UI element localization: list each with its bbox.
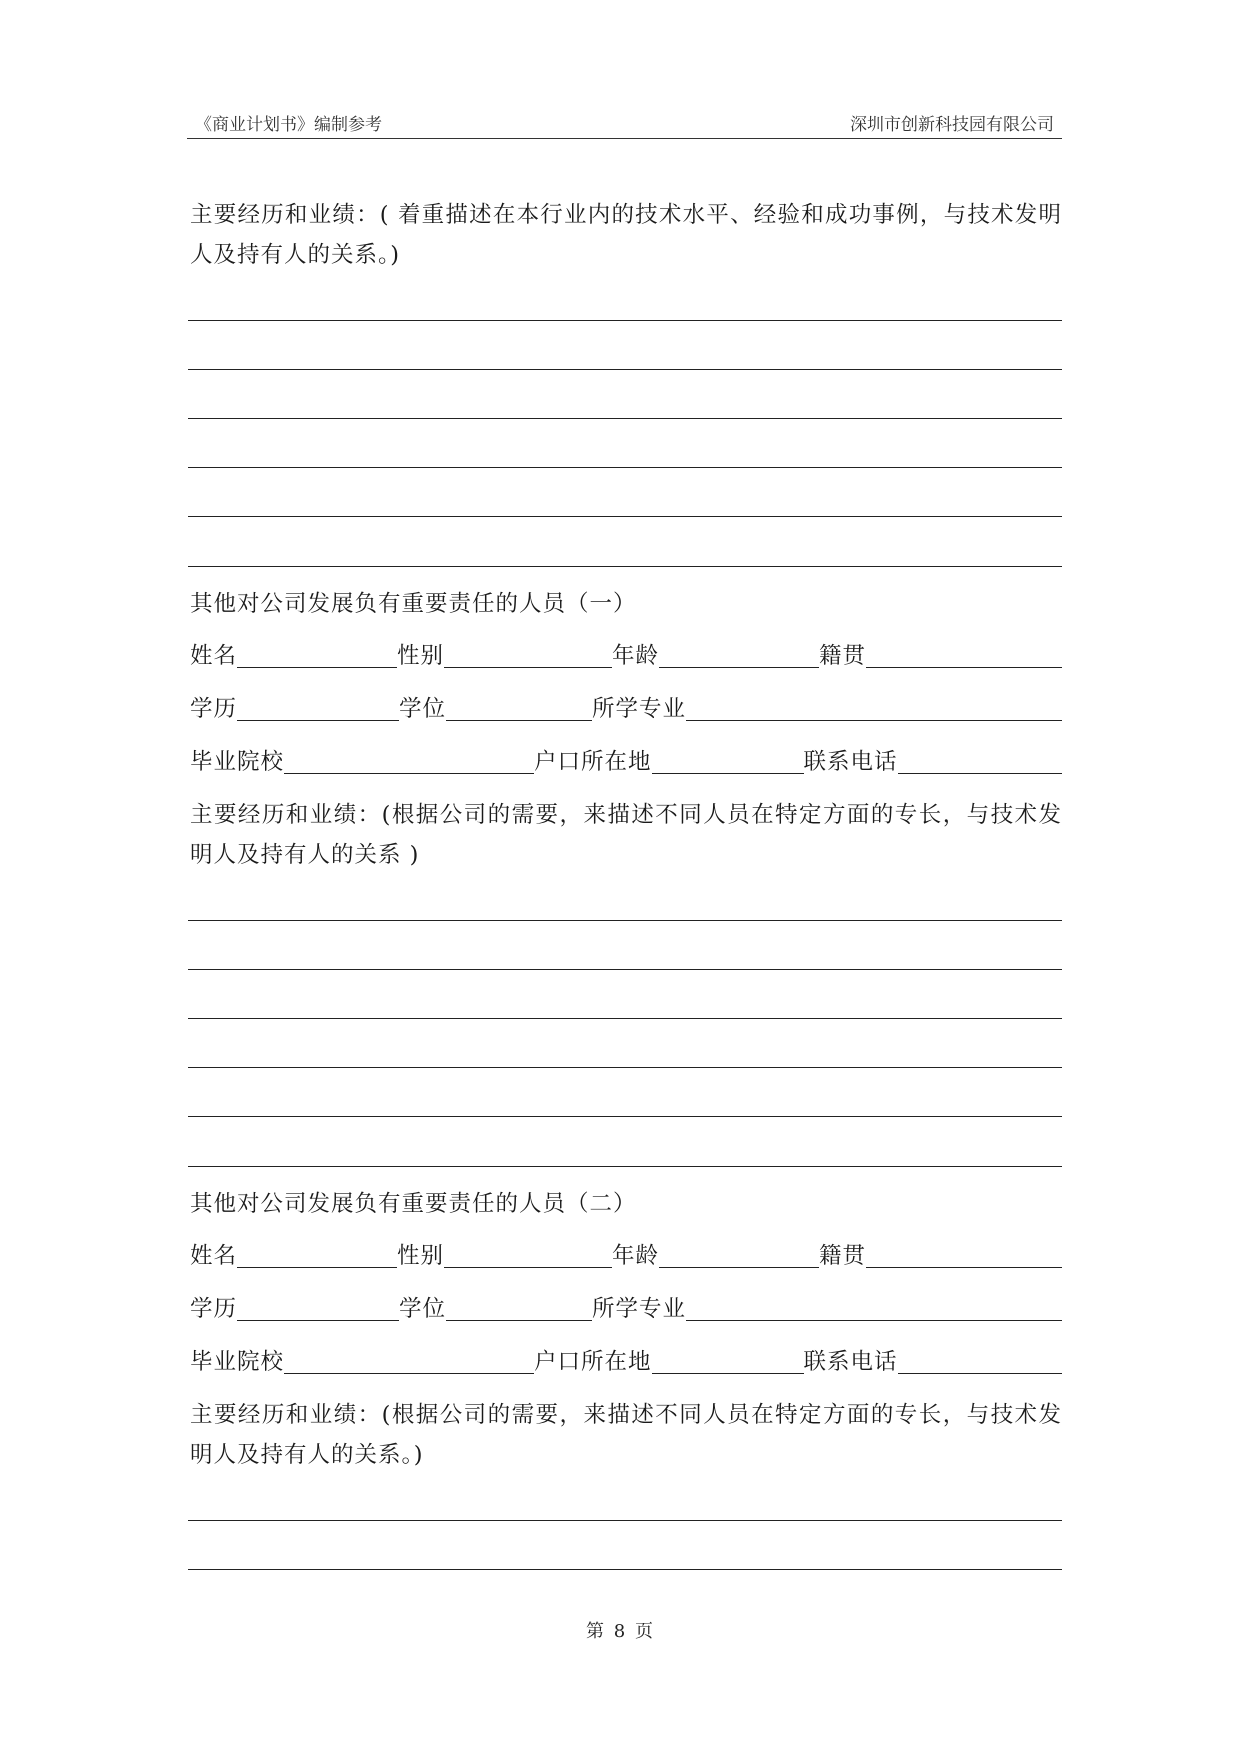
major-field[interactable] — [686, 692, 1062, 721]
answer-line[interactable] — [188, 920, 1062, 921]
phone-field[interactable] — [898, 1345, 1062, 1374]
label-education: 学历 — [190, 696, 238, 722]
answer-line[interactable] — [188, 516, 1062, 517]
form-row-contact — [190, 1345, 1062, 1377]
answer-line[interactable] — [188, 969, 1062, 970]
gender-field[interactable] — [444, 1239, 612, 1268]
answer-line[interactable] — [188, 369, 1062, 370]
age-field[interactable] — [659, 639, 819, 668]
label-major: 所学专业 — [592, 696, 687, 722]
label-gender: 性别 — [397, 643, 445, 669]
residence-field[interactable] — [652, 745, 804, 774]
school-field[interactable] — [284, 1345, 534, 1374]
major-field[interactable] — [686, 1292, 1062, 1321]
label-age: 年龄 — [612, 1243, 660, 1269]
label-residence: 户口所在地 — [534, 1349, 652, 1375]
answer-line[interactable] — [188, 1520, 1062, 1521]
label-education: 学历 — [190, 1296, 238, 1322]
label-degree: 学位 — [399, 696, 447, 722]
answer-line[interactable] — [188, 467, 1062, 468]
phone-field[interactable] — [898, 745, 1062, 774]
answer-line[interactable] — [188, 320, 1062, 321]
label-hometown: 籍贯 — [819, 643, 867, 669]
section-heading-1: 其他对公司发展负有重要责任的人员（一） — [190, 591, 637, 617]
residence-field[interactable] — [652, 1345, 804, 1374]
degree-field[interactable] — [446, 1292, 592, 1321]
education-field[interactable] — [237, 1292, 399, 1321]
label-school: 毕业院校 — [190, 749, 285, 775]
label-hometown: 籍贯 — [819, 1243, 867, 1269]
name-field[interactable] — [237, 639, 397, 668]
experience-prompt-1: 主要经历和业绩：(根据公司的需要，来描述不同人员在特定方面的专长，与技术发明人及持有人的关系 ) — [190, 802, 1062, 868]
form-row-education — [190, 692, 1062, 724]
experience-prompt-main: 主要经历和业绩：( 着重描述在本行业内的技术水平、经验和成功事例，与技术发明人及持有人的关系。) — [190, 202, 1062, 268]
answer-line[interactable] — [188, 418, 1062, 419]
form-row-basic-info — [190, 1239, 1062, 1271]
label-age: 年龄 — [612, 643, 660, 669]
answer-line[interactable] — [188, 1067, 1062, 1068]
age-field[interactable] — [659, 1239, 819, 1268]
label-name: 姓名 — [190, 1243, 238, 1269]
answer-line[interactable] — [188, 1569, 1062, 1570]
answer-line[interactable] — [188, 566, 1062, 567]
label-school: 毕业院校 — [190, 1349, 285, 1375]
page-header — [187, 104, 1062, 139]
section-heading-2: 其他对公司发展负有重要责任的人员（二） — [190, 1191, 637, 1217]
name-field[interactable] — [237, 1239, 397, 1268]
label-degree: 学位 — [399, 1296, 447, 1322]
label-name: 姓名 — [190, 643, 238, 669]
education-field[interactable] — [237, 692, 399, 721]
form-row-contact — [190, 745, 1062, 777]
answer-line[interactable] — [188, 1018, 1062, 1019]
answer-line[interactable] — [188, 1166, 1062, 1167]
hometown-field[interactable] — [866, 1239, 1062, 1268]
label-gender: 性别 — [397, 1243, 445, 1269]
label-major: 所学专业 — [592, 1296, 687, 1322]
header-company-name: 深圳市创新科技园有限公司 — [850, 115, 1054, 135]
label-phone: 联系电话 — [803, 749, 898, 775]
school-field[interactable] — [284, 745, 534, 774]
form-row-education — [190, 1292, 1062, 1324]
gender-field[interactable] — [444, 639, 612, 668]
hometown-field[interactable] — [866, 639, 1062, 668]
degree-field[interactable] — [446, 692, 592, 721]
form-row-basic-info — [190, 639, 1062, 671]
page-number: 第 8 页 — [586, 1621, 655, 1642]
experience-prompt-2: 主要经历和业绩：(根据公司的需要，来描述不同人员在特定方面的专长，与技术发明人及持有人的关系。) — [190, 1402, 1062, 1468]
label-residence: 户口所在地 — [534, 749, 652, 775]
answer-line[interactable] — [188, 1116, 1062, 1117]
label-phone: 联系电话 — [803, 1349, 898, 1375]
header-doc-title: 《商业计划书》编制参考 — [195, 115, 382, 135]
